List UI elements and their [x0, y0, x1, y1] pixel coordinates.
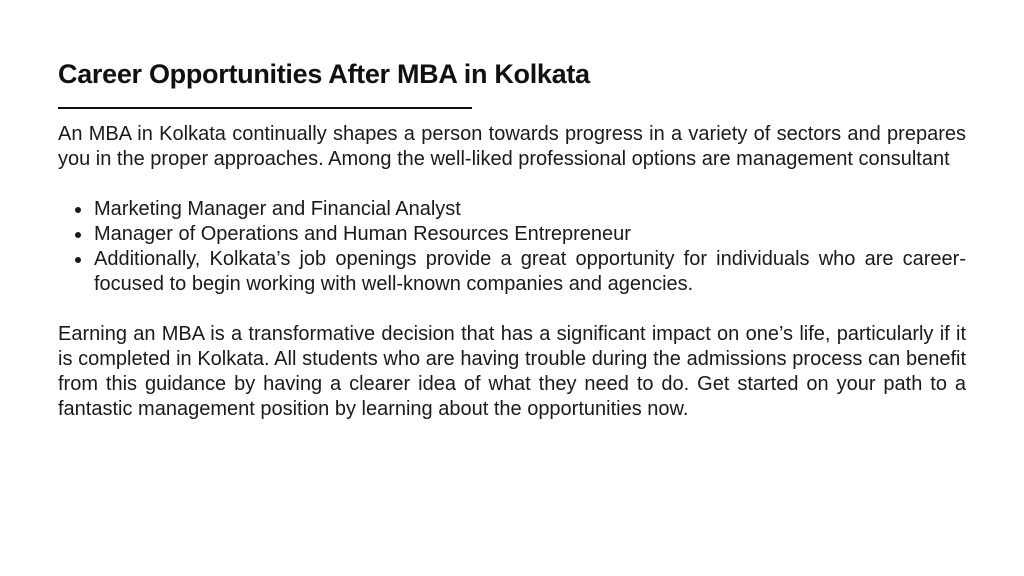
bullet-icon	[75, 257, 81, 263]
title-underline	[58, 107, 472, 109]
bullet-list	[58, 197, 966, 297]
list-item-text: Marketing Manager and Financial Analyst	[94, 198, 461, 220]
list-item	[94, 222, 966, 247]
list-item	[94, 197, 966, 222]
bullet-icon	[75, 207, 81, 213]
slide-content	[58, 56, 966, 422]
list-item	[94, 247, 966, 297]
list-item-text: Manager of Operations and Human Resources Entrepreneur	[94, 223, 631, 245]
list-item-text: Additionally, Kolkata’s job openings provide a great opportunity for individuals who are career-focused to begin working with well-known companies and agencies.	[94, 248, 966, 295]
page-title: Career Opportunities After MBA in Kolkata	[58, 59, 590, 89]
bullet-icon	[75, 232, 81, 238]
closing-paragraph: Earning an MBA is a transformative decision that has a significant impact on one’s life, particularly if it is completed in Kolkata. All students who are having trouble during the admissions process can benefit from this guidance by having a clearer idea of what they need to do. Get started on your path to a fantastic management position by learning about the opportunities now.	[58, 323, 966, 420]
intro-paragraph: An MBA in Kolkata continually shapes a person towards progress in a variety of sectors and prepares you in the proper approaches. Among the well-liked professional options are management consultant	[58, 123, 966, 170]
